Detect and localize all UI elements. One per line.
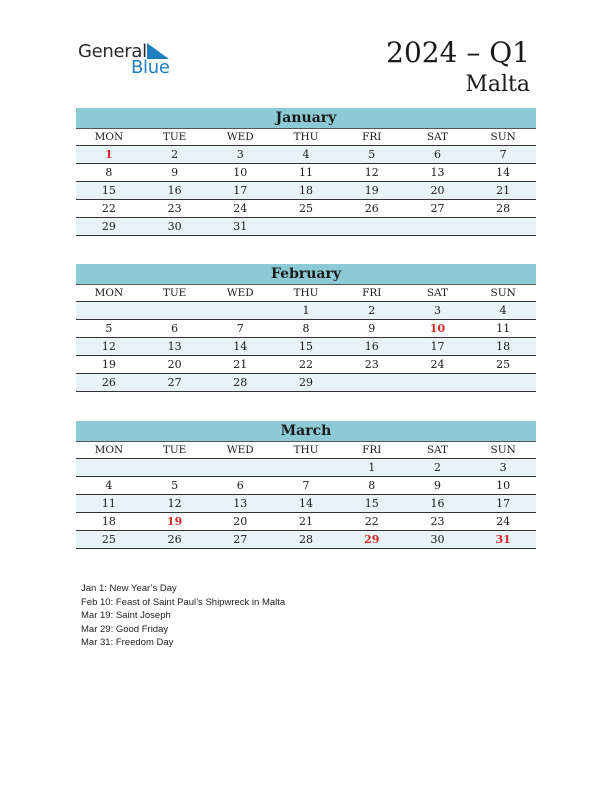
month-calendar-march	[76, 421, 536, 549]
weekday-label: SUN	[490, 287, 516, 299]
weekday-label: MON	[94, 131, 124, 143]
day-cell: 2	[433, 461, 441, 474]
day-cell: 21	[299, 515, 314, 528]
day-cell: 15	[364, 497, 379, 510]
day-cell: 24	[430, 358, 445, 371]
day-cell	[339, 218, 405, 235]
day-cell: 8	[368, 479, 376, 492]
weekday-label: WED	[226, 444, 254, 456]
day-cell: 2	[171, 148, 179, 161]
day-cell: 8	[302, 322, 310, 335]
day-cell	[470, 218, 536, 235]
day-cell: 14	[496, 166, 511, 179]
logo-word-general: General	[78, 41, 147, 62]
day-cell: 29	[299, 376, 314, 389]
day-cell: 19	[364, 184, 379, 197]
day-cell: 8	[105, 166, 113, 179]
weekday-label: TUE	[162, 444, 187, 456]
weekday-label: TUE	[162, 131, 187, 143]
day-cell	[207, 459, 273, 476]
day-cell: 13	[233, 497, 248, 510]
weekday-label: MON	[94, 287, 124, 299]
week-row	[76, 302, 536, 320]
country-name: Malta	[465, 72, 530, 97]
day-cell: 3	[499, 461, 507, 474]
day-cell: 7	[236, 322, 244, 335]
day-cell: 24	[233, 202, 248, 215]
day-cell: 22	[101, 202, 116, 215]
day-cell: 28	[299, 533, 314, 546]
day-cell: 6	[171, 322, 179, 335]
day-cell: 14	[233, 340, 248, 353]
day-cell: 3	[236, 148, 244, 161]
day-cell: 9	[433, 479, 441, 492]
holiday-item: Mar 31: Freedom Day	[81, 637, 174, 649]
weekday-label: MON	[94, 444, 124, 456]
day-cell: 10	[496, 479, 511, 492]
day-cell: 22	[364, 515, 379, 528]
day-cell: 15	[299, 340, 314, 353]
day-cell: 9	[368, 322, 376, 335]
day-cell: 18	[101, 515, 116, 528]
holiday-day-cell: 29	[364, 533, 380, 546]
day-cell: 27	[233, 533, 248, 546]
day-cell: 11	[496, 322, 511, 335]
day-cell: 31	[233, 220, 248, 233]
day-cell: 26	[101, 376, 116, 389]
day-cell: 1	[368, 461, 376, 474]
week-row	[76, 182, 536, 200]
day-cell: 5	[105, 322, 113, 335]
day-cell	[76, 302, 142, 319]
holiday-item: Feb 10: Feast of Saint Paul’s Shipwreck in Malta	[81, 596, 286, 608]
week-row	[76, 320, 536, 338]
day-cell: 9	[171, 166, 179, 179]
day-cell: 2	[368, 304, 376, 317]
page-title: 2024 – Q1	[386, 36, 530, 69]
holiday-item: Jan 1: New Year’s Day	[81, 583, 177, 594]
day-cell: 20	[167, 358, 182, 371]
day-cell: 6	[433, 148, 441, 161]
holiday-item: Mar 19: Saint Joseph	[81, 610, 171, 622]
week-row	[76, 531, 536, 549]
month-name: January	[76, 108, 536, 129]
week-row	[76, 513, 536, 531]
week-row	[76, 495, 536, 513]
weekday-label: SAT	[426, 131, 449, 143]
day-cell: 20	[430, 184, 445, 197]
week-row	[76, 459, 536, 477]
month-calendar-january	[76, 108, 536, 236]
holiday-day-cell: 31	[495, 533, 511, 546]
day-cell: 16	[430, 497, 445, 510]
day-cell: 17	[430, 340, 445, 353]
week-row	[76, 164, 536, 182]
day-cell	[339, 374, 405, 391]
day-cell: 18	[496, 340, 511, 353]
day-cell	[207, 302, 273, 319]
day-cell: 23	[364, 358, 379, 371]
day-cell	[470, 374, 536, 391]
weekday-label: FRI	[362, 287, 382, 299]
day-cell: 30	[167, 220, 182, 233]
day-cell	[405, 218, 471, 235]
day-cell: 5	[368, 148, 376, 161]
month-calendar-february	[76, 264, 536, 392]
day-cell: 25	[299, 202, 314, 215]
week-row	[76, 218, 536, 236]
day-cell: 4	[499, 304, 507, 317]
holiday-item: Mar 29: Good Friday	[81, 623, 169, 635]
logo-word-blue: Blue	[131, 57, 170, 78]
day-cell: 25	[496, 358, 511, 371]
day-cell: 12	[101, 340, 116, 353]
weekday-label: THU	[293, 131, 319, 143]
week-row	[76, 356, 536, 374]
holiday-day-cell: 19	[166, 515, 183, 528]
day-cell: 6	[236, 479, 244, 492]
weekday-label: SAT	[426, 287, 449, 299]
day-cell: 21	[233, 358, 248, 371]
holiday-list	[81, 582, 285, 650]
weekday-label: SAT	[426, 444, 449, 456]
day-cell: 24	[496, 515, 511, 528]
day-cell: 12	[167, 497, 182, 510]
weekday-label: TUE	[162, 287, 187, 299]
day-cell: 12	[364, 166, 379, 179]
weekday-header-row	[76, 285, 536, 302]
week-row	[76, 200, 536, 218]
day-cell: 1	[302, 304, 310, 317]
day-cell	[273, 218, 339, 235]
day-cell: 23	[167, 202, 182, 215]
month-name: February	[76, 264, 536, 285]
weekday-header-row	[76, 129, 536, 146]
day-cell: 16	[167, 184, 182, 197]
day-cell: 25	[101, 533, 116, 546]
day-cell	[142, 302, 208, 319]
day-cell: 14	[299, 497, 314, 510]
day-cell: 16	[364, 340, 379, 353]
week-row	[76, 338, 536, 356]
day-cell: 13	[167, 340, 182, 353]
weekday-header-row	[76, 442, 536, 459]
day-cell	[142, 459, 208, 476]
weekday-label: FRI	[362, 444, 382, 456]
day-cell: 18	[299, 184, 314, 197]
weekday-label: WED	[226, 287, 254, 299]
day-cell: 10	[233, 166, 248, 179]
day-cell: 28	[496, 202, 511, 215]
month-name: March	[76, 421, 536, 442]
generalblue-logo	[78, 41, 178, 81]
week-row	[76, 374, 536, 392]
day-cell: 4	[302, 148, 310, 161]
day-cell	[76, 459, 142, 476]
day-cell: 26	[167, 533, 182, 546]
day-cell: 23	[430, 515, 445, 528]
holiday-day-cell: 1	[105, 148, 113, 161]
weekday-label: THU	[293, 287, 319, 299]
day-cell	[273, 459, 339, 476]
day-cell: 29	[101, 220, 116, 233]
day-cell: 4	[105, 479, 113, 492]
day-cell: 28	[233, 376, 248, 389]
day-cell: 20	[233, 515, 248, 528]
holiday-day-cell: 10	[429, 322, 446, 335]
day-cell: 3	[433, 304, 441, 317]
day-cell: 22	[299, 358, 314, 371]
day-cell: 11	[299, 166, 314, 179]
day-cell: 19	[101, 358, 116, 371]
day-cell: 17	[496, 497, 511, 510]
weekday-label: SUN	[490, 131, 516, 143]
day-cell: 21	[496, 184, 511, 197]
day-cell: 5	[171, 479, 179, 492]
day-cell: 7	[302, 479, 310, 492]
day-cell: 15	[101, 184, 116, 197]
day-cell: 13	[430, 166, 445, 179]
day-cell: 27	[167, 376, 182, 389]
day-cell: 30	[430, 533, 445, 546]
weekday-label: THU	[293, 444, 319, 456]
weekday-label: FRI	[362, 131, 382, 143]
week-row	[76, 146, 536, 164]
day-cell: 17	[233, 184, 248, 197]
week-row	[76, 477, 536, 495]
weekday-label: SUN	[490, 444, 516, 456]
weekday-label: WED	[226, 131, 254, 143]
day-cell: 7	[499, 148, 507, 161]
day-cell: 26	[364, 202, 379, 215]
day-cell: 11	[101, 497, 116, 510]
day-cell	[405, 374, 471, 391]
day-cell: 27	[430, 202, 445, 215]
